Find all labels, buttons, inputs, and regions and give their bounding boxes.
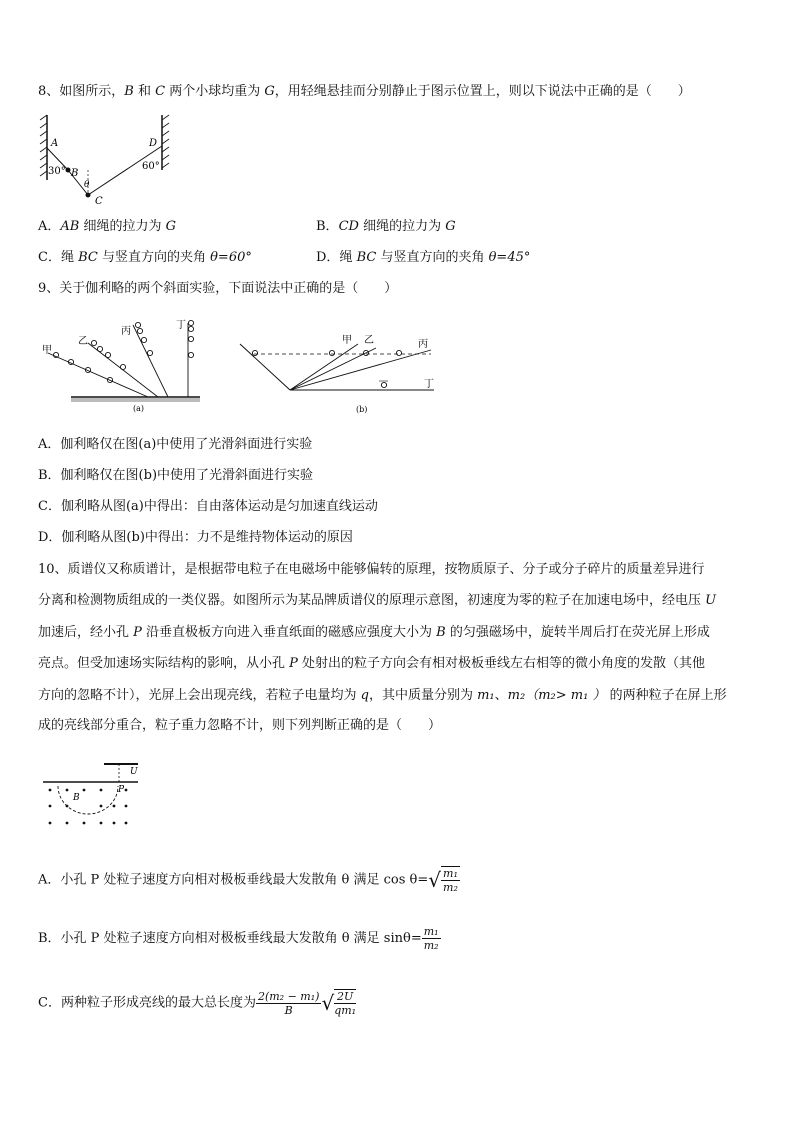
q9-figure-a xyxy=(38,315,208,415)
q8-option-a[interactable]: A．AB 细绳的拉力为 G xyxy=(38,219,176,234)
svg-text:丁: 丁 xyxy=(176,320,186,331)
svg-text:P: P xyxy=(118,785,125,795)
svg-text:B: B xyxy=(73,793,80,803)
svg-text:甲: 甲 xyxy=(342,335,352,346)
svg-text:乙: 乙 xyxy=(364,335,374,346)
svg-text:丙: 丙 xyxy=(121,326,131,337)
svg-text:乙: 乙 xyxy=(78,336,88,347)
q9-option-b[interactable]: B．伽利略仅在图(b)中使用了光滑斜面进行实验 xyxy=(38,468,314,483)
q10-option-a[interactable]: A．小孔 P 处粒子速度方向相对极板垂线最大发散角 θ 满足 cos θ=√ $\frac{\text{m₁}}{\text{m₂}}$ xyxy=(38,867,458,894)
svg-text:(a): (a) xyxy=(133,404,145,413)
q8-option-b[interactable]: B．CD 细绳的拉力为 G xyxy=(316,219,456,234)
q8-option-c[interactable]: C．绳 BC 与竖直方向的夹角 θ=60° xyxy=(38,250,252,265)
svg-text:C: C xyxy=(95,196,103,207)
q10-stem-line2: 分离和检测物质组成的一类仪器。如图所示为某品牌质谱仪的原理示意图，初速度为零的粒子在加速电场中，经电压 U xyxy=(38,593,717,608)
q8-figure xyxy=(38,110,173,210)
svg-text:30°: 30° xyxy=(48,166,66,177)
q10-option-b[interactable]: B．小孔 P 处粒子速度方向相对极板垂线最大发散角 θ 满足 sinθ= $\frac{\text{m₁}}{\text{m₂}}$ xyxy=(38,925,439,952)
q9-option-a[interactable]: A．伽利略仅在图(a)中使用了光滑斜面进行实验 xyxy=(38,437,313,452)
svg-text:丙: 丙 xyxy=(418,339,428,350)
q10-stem-line1: 10、质谱仪又称质谱计，是根据带电粒子在电磁场中能够偏转的原理，按物质原子、分子或分子碎片的质量差异进行 xyxy=(38,562,705,577)
svg-text:U: U xyxy=(130,767,138,777)
q10-figure xyxy=(38,758,148,833)
svg-text:B: B xyxy=(71,168,79,179)
svg-text:θ: θ xyxy=(84,180,90,190)
q9-figure-b xyxy=(236,330,446,415)
svg-text:丁: 丁 xyxy=(424,379,434,390)
q10-stem-line3: 加速后，经小孔 P 沿垂直极板方向进入垂直纸面的磁感应强度大小为 B 的匀强磁场中，旋转半周后打在荧光屏上形成 xyxy=(38,625,710,640)
q8-option-d[interactable]: D．绳 BC 与竖直方向的夹角 θ=45° xyxy=(316,250,531,265)
q9-stem: 9、关于伽利略的两个斜面实验，下面说法中正确的是（ ） xyxy=(38,281,398,296)
q10-stem-line6: 成的亮线部分重合，粒子重力忽略不计，则下列判断正确的是（ ） xyxy=(38,718,442,733)
q10-option-c[interactable]: C．两种粒子形成亮线的最大总长度为 $\frac{\text{2(m₂ − m₁)}}{B}$ √ $\frac{2U}{\text{qm₁}}$ xyxy=(38,989,357,1017)
svg-text:(b): (b) xyxy=(356,405,368,414)
q8-stem: 8、如图所示，B 和 C 两个小球均重为 G，用轻绳悬挂而分别静止于图示位置上，则以下说法中正确的是（ ） xyxy=(38,84,691,99)
q10-stem-line5: 方向的忽略不计），光屏上会出现亮线，若粒子电量均为 q，其中质量分别为 m₁、m₂（m₂> m₁ ） 的两种粒子在屏上形 xyxy=(38,688,727,703)
svg-text:A: A xyxy=(51,138,59,149)
svg-text:甲: 甲 xyxy=(42,345,52,356)
q9-option-c[interactable]: C．伽利略从图(a)中得出：自由落体运动是匀加速直线运动 xyxy=(38,499,378,514)
svg-text:D: D xyxy=(149,138,158,149)
q9-option-d[interactable]: D．伽利略从图(b)中得出：力不是维持物体运动的原因 xyxy=(38,530,353,545)
svg-text:60°: 60° xyxy=(142,161,160,172)
q10-stem-line4: 亮点。但受加速场实际结构的影响，从小孔 P 处射出的粒子方向会有相对极板垂线左右相等的微小角度的发散（其他 xyxy=(38,656,706,671)
